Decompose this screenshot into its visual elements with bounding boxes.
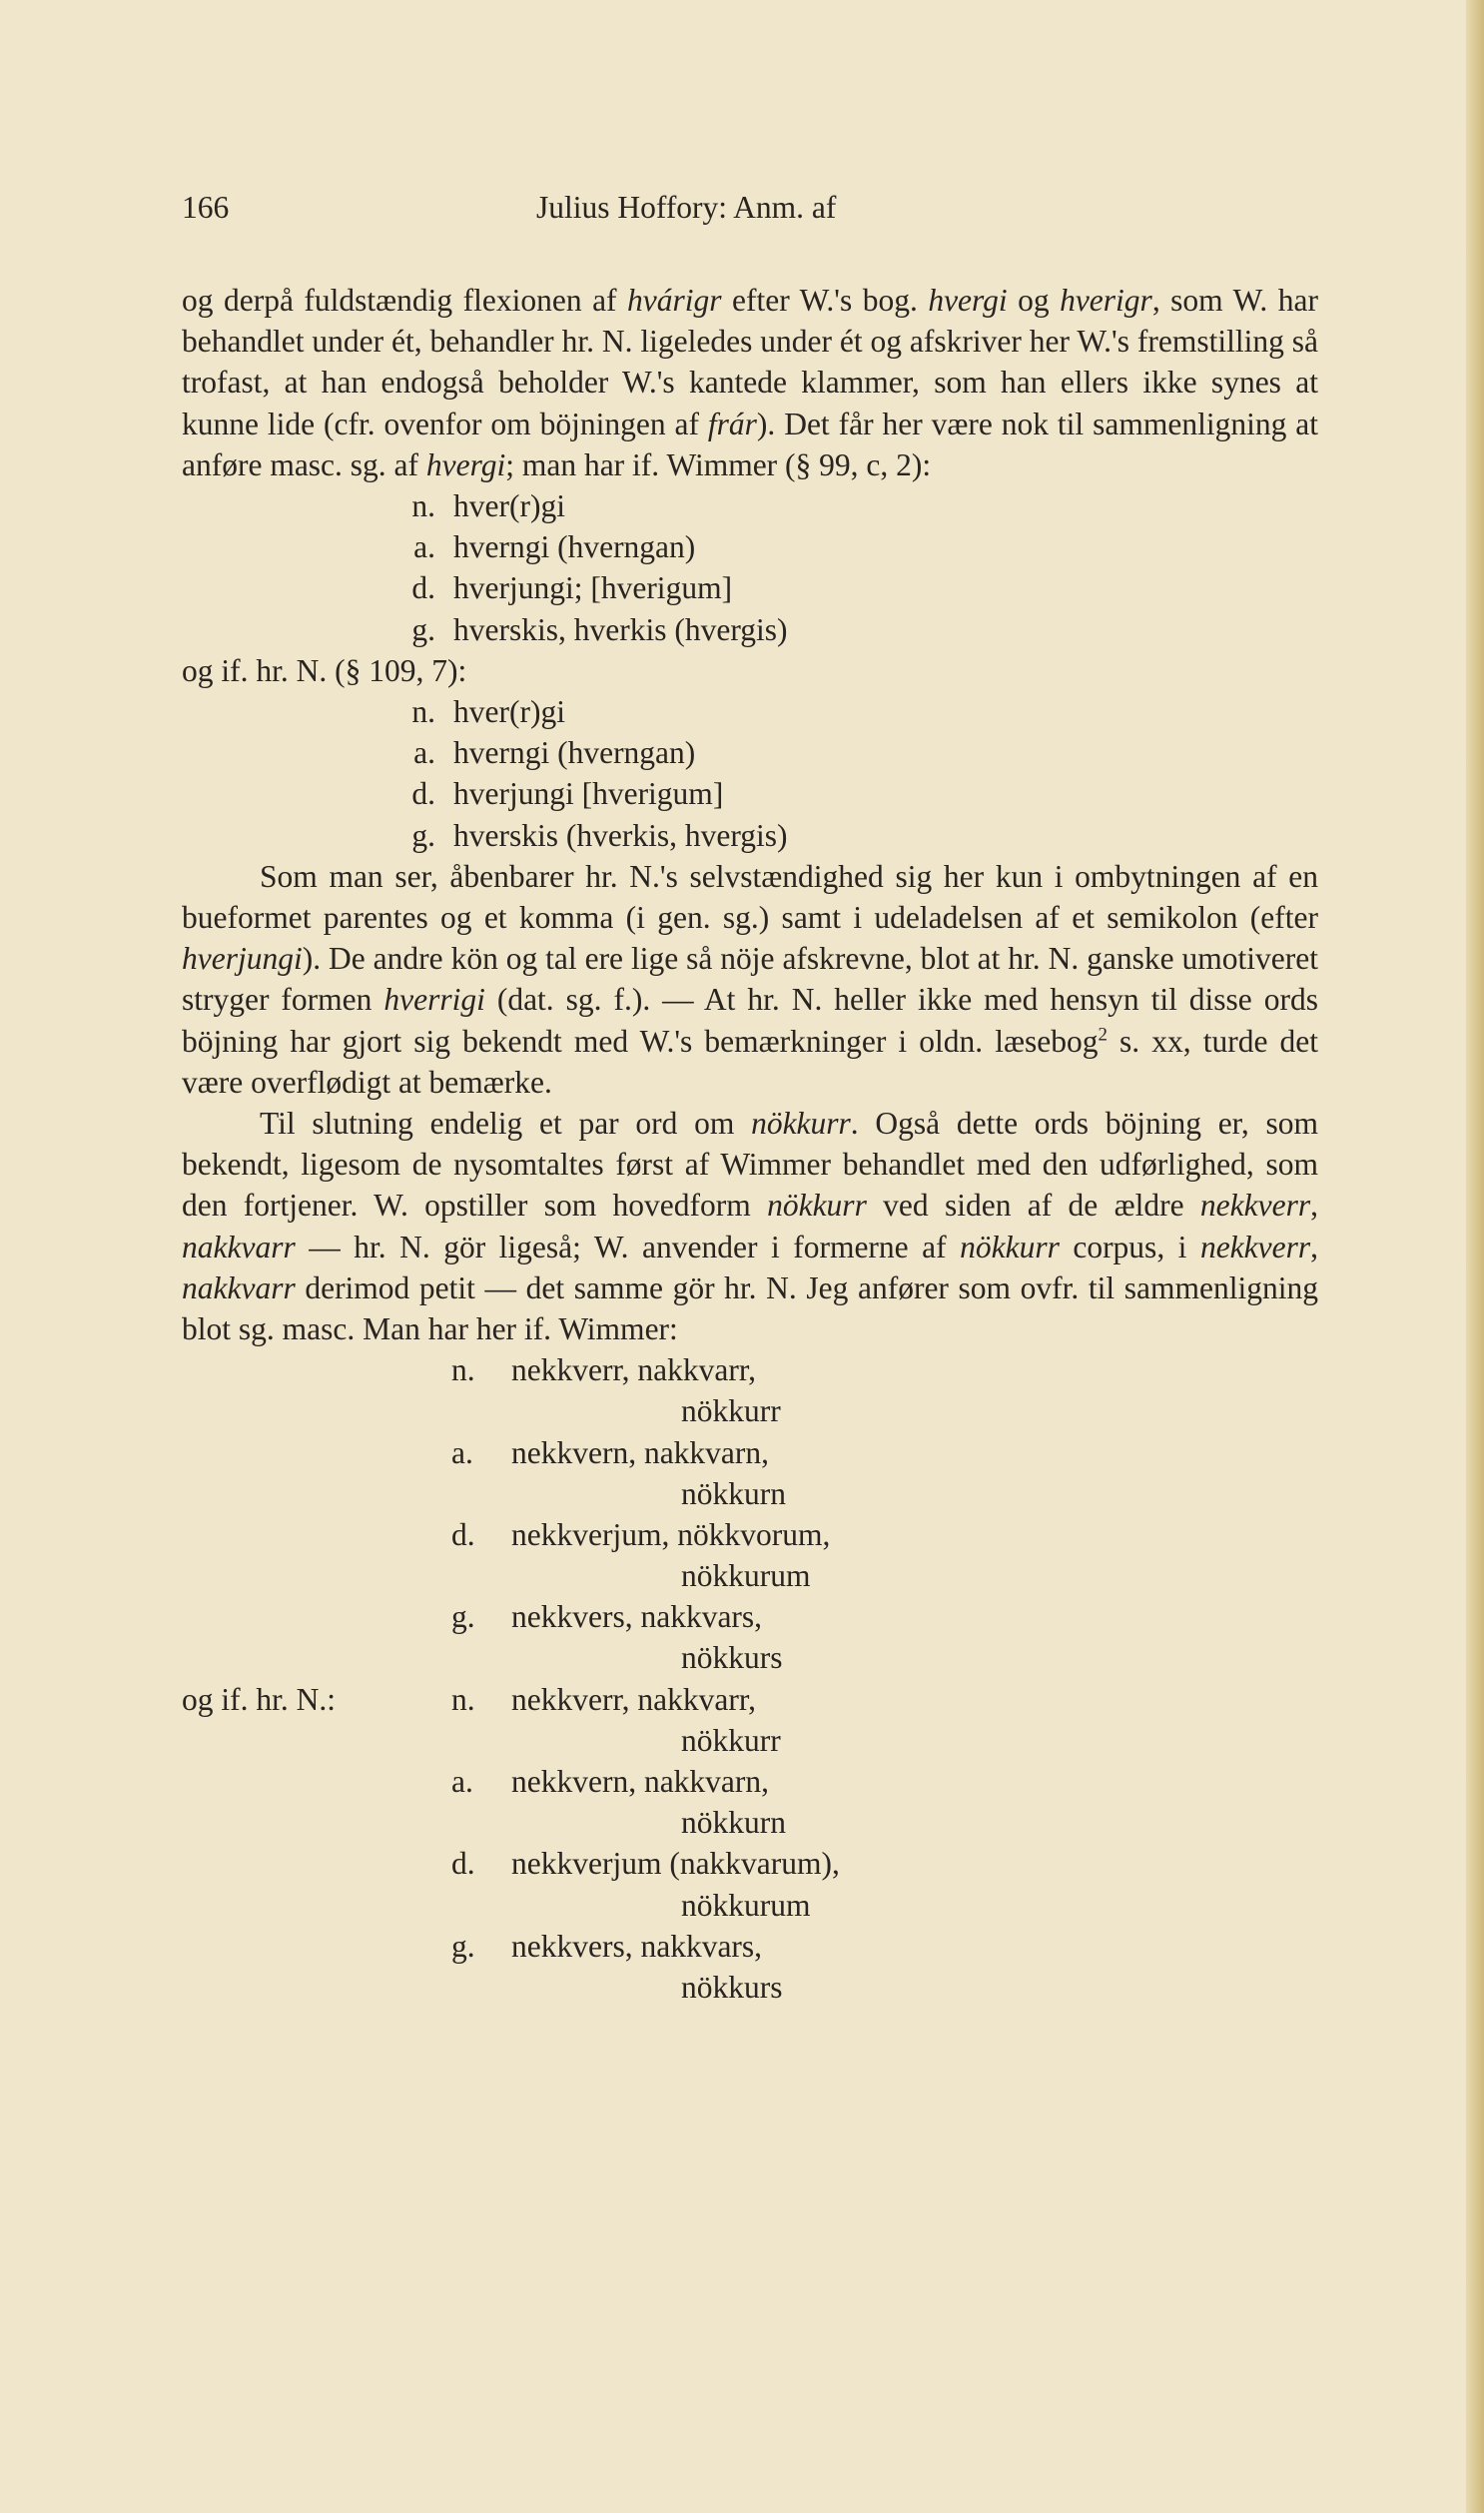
- paradigm-table-3: [182, 1349, 1318, 1679]
- paradigm-table-2: [182, 691, 1318, 856]
- paradigm-row-cont: nökkurs: [681, 1640, 783, 1676]
- paradigm-row-cont: nökkurr: [681, 1393, 781, 1429]
- table-intro-4: og if. hr. N.:: [182, 1681, 336, 1717]
- page-edge: [1466, 0, 1484, 2513]
- paradigm-row: d. nekkverjum, nökkvorum,: [451, 1516, 831, 1552]
- paradigm-table-1: [182, 485, 1318, 650]
- paradigm-row: og if. hr. N.: n. nekkverr, nakkvarr,: [182, 1679, 1318, 1720]
- paradigm-row: a. hverngi (hverngan): [413, 529, 696, 565]
- paradigm-row: g. nekkvers, nakkvars,: [451, 1599, 763, 1635]
- paradigm-row: g. hverskis (hverkis, hvergis): [411, 817, 788, 853]
- page-number: 166: [182, 190, 230, 225]
- paradigm-row-cont: nökkurn: [681, 1475, 786, 1511]
- paradigm-row-cont: nökkurum: [681, 1558, 811, 1594]
- paradigm-row-cont: nökkurr: [681, 1722, 781, 1758]
- paradigm-row-cont: nökkurum: [681, 1887, 811, 1923]
- paragraph-3: Til slutning endelig et par ord om nökkurr. Også dette ords böjning er, som bekendt, ligesom de nysomtaltes først af Wimmer behandlet med den udførlighed, som den fortjener. W. opstiller som hovedform nökkurr ved siden af de ældre nekkverr, nakkvarr — hr. N. gör ligeså; W. anvender i formerne af nökkurr corpus, i nekkverr, nakkvarr derimod petit — det samme gör hr. N. Jeg anfører som ovfr. til sammenligning blot sg. masc. Man har her if. Wimmer:: [182, 1105, 1318, 1346]
- paradigm-row: n. nekkverr, nakkvarr,: [451, 1352, 756, 1388]
- table-intro-2: og if. hr. N. (§ 109, 7):: [182, 652, 467, 688]
- paragraph-2: Som man ser, åbenbarer hr. N.'s selvstændighed sig her kun i ombytningen af en bueformet parentes og et komma (i gen. sg.) samt i udeladelsen af et semikolon (efter hverjungi). De andre kön og tal ere lige så nöje afskrevne, blot at hr. N. ganske umotiveret stryger formen hverrigi (dat. sg. f.). — At hr. N. heller ikke med hensyn til disse ords böjning har gjort sig bekendt med W.'s bemærkninger i oldn. læsebog$^2$ s. xx, turde det være overflødigt at bemærke.: [182, 858, 1319, 1100]
- paradigm-row-cont: nökkurn: [681, 1805, 786, 1841]
- paragraph-1: og derpå fuldstændig flexionen af hvárigr efter W.'s bog. hvergi og hverigr, som W. har behandlet under ét, behandler hr. N. ligeledes under ét og afskriver her W.'s fremstilling så trofast, at han endogså beholder W.'s kantede klammer, som han ellers ikke synes at kunne lide (cfr. ovenfor om böjningen af frár). Det får her være nok til sammenligning at anføre masc. sg. af hvergi; man har if. Wimmer (§ 99, c, 2):: [182, 283, 1318, 482]
- running-title: Julius Hoffory: Anm. af: [536, 190, 837, 225]
- paradigm-row: n. hver(r)gi: [411, 488, 565, 524]
- paradigm-row: g. hverskis, hverkis (hvergis): [411, 611, 788, 647]
- body-text: [182, 280, 1318, 2008]
- page-header: [182, 190, 1318, 234]
- paradigm-table-4: [182, 1679, 1318, 2009]
- paradigm-row: a. nekkvern, nakkvarn,: [451, 1764, 770, 1800]
- paradigm-row: d. hverjungi; [hverigum]: [411, 570, 733, 606]
- paradigm-row: n. hver(r)gi: [411, 693, 565, 729]
- paradigm-row: a. hverngi (hverngan): [413, 735, 696, 771]
- paradigm-row: d. hverjungi [hverigum]: [411, 776, 724, 812]
- paradigm-row: d. nekkverjum (nakkvarum),: [451, 1846, 840, 1882]
- paradigm-row: a. nekkvern, nakkvarn,: [451, 1434, 770, 1470]
- paradigm-row-cont: nökkurs: [681, 1969, 783, 2005]
- paradigm-row: g. nekkvers, nakkvars,: [451, 1928, 763, 1964]
